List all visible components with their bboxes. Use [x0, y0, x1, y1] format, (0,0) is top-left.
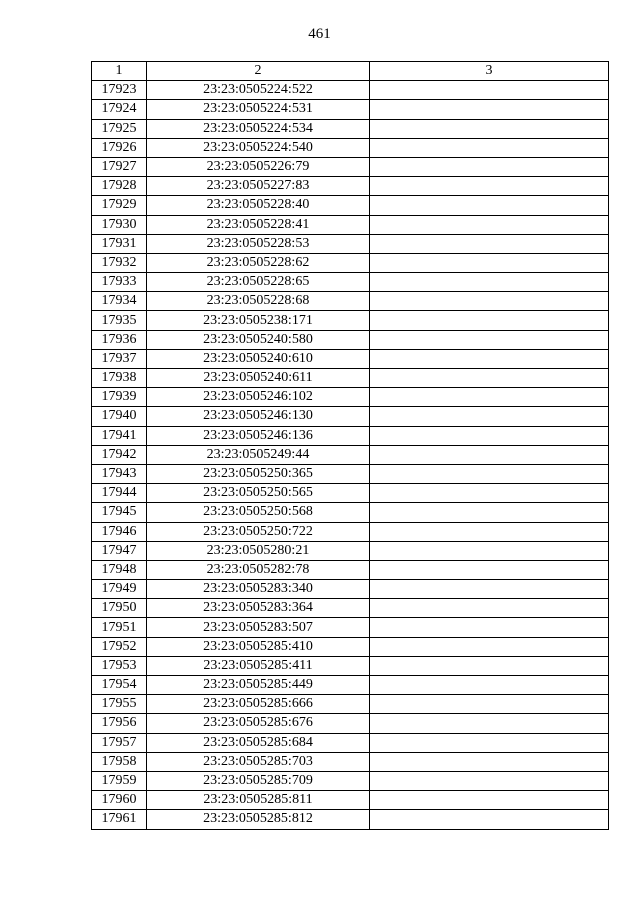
row-number-cell: 17960 [92, 791, 147, 810]
row-number-cell: 17937 [92, 349, 147, 368]
cadastral-number-cell: 23:23:0505285:676 [147, 714, 370, 733]
cadastral-number-cell: 23:23:0505250:568 [147, 503, 370, 522]
table-row [92, 388, 609, 407]
cadastral-number-cell: 23:23:0505246:102 [147, 388, 370, 407]
row-number-cell: 17944 [92, 484, 147, 503]
row-number-cell: 17924 [92, 100, 147, 119]
notes-cell [370, 426, 609, 445]
table-row [92, 311, 609, 330]
table-row [92, 273, 609, 292]
notes-cell [370, 234, 609, 253]
cadastral-number-cell: 23:23:0505228:65 [147, 273, 370, 292]
row-number-cell: 17946 [92, 522, 147, 541]
row-number-cell: 17949 [92, 580, 147, 599]
cadastral-number-cell: 23:23:0505283:364 [147, 599, 370, 618]
cadastral-number-cell: 23:23:0505285:709 [147, 771, 370, 790]
row-number-cell: 17945 [92, 503, 147, 522]
notes-cell [370, 388, 609, 407]
notes-cell [370, 138, 609, 157]
cadastral-number-cell: 23:23:0505246:136 [147, 426, 370, 445]
table-row [92, 618, 609, 637]
notes-cell [370, 330, 609, 349]
notes-cell [370, 733, 609, 752]
table-row [92, 637, 609, 656]
notes-cell [370, 253, 609, 272]
table-row [92, 560, 609, 579]
table-row [92, 119, 609, 138]
notes-cell [370, 637, 609, 656]
notes-cell [370, 580, 609, 599]
notes-cell [370, 676, 609, 695]
notes-cell [370, 560, 609, 579]
notes-cell [370, 119, 609, 138]
row-number-cell: 17930 [92, 215, 147, 234]
table-row [92, 522, 609, 541]
table-row [92, 733, 609, 752]
cadastral-number-cell: 23:23:0505226:79 [147, 157, 370, 176]
cadastral-number-cell: 23:23:0505228:62 [147, 253, 370, 272]
table-row [92, 445, 609, 464]
table-row [92, 695, 609, 714]
cadastral-number-cell: 23:23:0505285:410 [147, 637, 370, 656]
notes-cell [370, 81, 609, 100]
cadastral-number-cell: 23:23:0505249:44 [147, 445, 370, 464]
table-row [92, 464, 609, 483]
row-number-cell: 17925 [92, 119, 147, 138]
table-row [92, 234, 609, 253]
notes-cell [370, 273, 609, 292]
row-number-cell: 17950 [92, 599, 147, 618]
table-row [92, 100, 609, 119]
page-number: 461 [308, 26, 331, 42]
row-number-cell: 17943 [92, 464, 147, 483]
row-number-cell: 17957 [92, 733, 147, 752]
cadastral-number-cell: 23:23:0505285:812 [147, 810, 370, 829]
notes-cell [370, 541, 609, 560]
row-number-cell: 17926 [92, 138, 147, 157]
cadastral-number-cell: 23:23:0505246:130 [147, 407, 370, 426]
row-number-cell: 17953 [92, 656, 147, 675]
notes-cell [370, 618, 609, 637]
notes-cell [370, 810, 609, 829]
table-row [92, 810, 609, 829]
notes-cell [370, 445, 609, 464]
notes-cell [370, 407, 609, 426]
cadastral-number-cell: 23:23:0505224:522 [147, 81, 370, 100]
row-number-cell: 17927 [92, 157, 147, 176]
cadastral-number-cell: 23:23:0505250:565 [147, 484, 370, 503]
row-number-cell: 17954 [92, 676, 147, 695]
notes-cell [370, 791, 609, 810]
notes-cell [370, 349, 609, 368]
cadastral-number-cell: 23:23:0505228:68 [147, 292, 370, 311]
row-number-cell: 17958 [92, 752, 147, 771]
table-row [92, 177, 609, 196]
row-number-cell: 17929 [92, 196, 147, 215]
table-row [92, 503, 609, 522]
registry-table [91, 61, 609, 830]
table-row [92, 215, 609, 234]
table-row [92, 752, 609, 771]
table-row [92, 349, 609, 368]
notes-cell [370, 157, 609, 176]
row-number-cell: 17948 [92, 560, 147, 579]
row-number-cell: 17932 [92, 253, 147, 272]
cadastral-number-cell: 23:23:0505224:531 [147, 100, 370, 119]
cadastral-number-cell: 23:23:0505228:53 [147, 234, 370, 253]
row-number-cell: 17933 [92, 273, 147, 292]
table-row [92, 81, 609, 100]
notes-cell [370, 292, 609, 311]
cadastral-number-cell: 23:23:0505280:21 [147, 541, 370, 560]
table-row [92, 196, 609, 215]
table-row [92, 771, 609, 790]
table-row [92, 656, 609, 675]
cadastral-number-cell: 23:23:0505240:580 [147, 330, 370, 349]
cadastral-number-cell: 23:23:0505240:610 [147, 349, 370, 368]
cadastral-number-cell: 23:23:0505224:534 [147, 119, 370, 138]
cadastral-number-cell: 23:23:0505285:684 [147, 733, 370, 752]
row-number-cell: 17942 [92, 445, 147, 464]
notes-cell [370, 215, 609, 234]
notes-cell [370, 369, 609, 388]
notes-cell [370, 752, 609, 771]
notes-cell [370, 196, 609, 215]
row-number-cell: 17935 [92, 311, 147, 330]
row-number-cell: 17939 [92, 388, 147, 407]
cadastral-number-cell: 23:23:0505228:41 [147, 215, 370, 234]
cadastral-number-cell: 23:23:0505250:365 [147, 464, 370, 483]
table-row [92, 157, 609, 176]
table-row [92, 676, 609, 695]
table-row [92, 791, 609, 810]
notes-cell [370, 311, 609, 330]
row-number-cell: 17947 [92, 541, 147, 560]
row-number-cell: 17931 [92, 234, 147, 253]
table-body [92, 81, 609, 829]
row-number-cell: 17956 [92, 714, 147, 733]
table-row [92, 292, 609, 311]
row-number-cell: 17951 [92, 618, 147, 637]
notes-cell [370, 484, 609, 503]
table-row [92, 599, 609, 618]
table-row [92, 330, 609, 349]
table-row [92, 580, 609, 599]
notes-cell [370, 656, 609, 675]
table-row [92, 541, 609, 560]
row-number-cell: 17961 [92, 810, 147, 829]
notes-cell [370, 599, 609, 618]
notes-cell [370, 695, 609, 714]
cadastral-number-cell: 23:23:0505285:411 [147, 656, 370, 675]
notes-cell [370, 771, 609, 790]
table-row [92, 369, 609, 388]
table-row [92, 714, 609, 733]
cadastral-number-cell: 23:23:0505285:811 [147, 791, 370, 810]
row-number-cell: 17941 [92, 426, 147, 445]
cadastral-number-cell: 23:23:0505282:78 [147, 560, 370, 579]
table-row [92, 407, 609, 426]
column-header-2: 2 [147, 62, 370, 81]
row-number-cell: 17940 [92, 407, 147, 426]
table-row [92, 426, 609, 445]
cadastral-number-cell: 23:23:0505240:611 [147, 369, 370, 388]
cadastral-number-cell: 23:23:0505250:722 [147, 522, 370, 541]
cadastral-number-cell: 23:23:0505283:340 [147, 580, 370, 599]
row-number-cell: 17923 [92, 81, 147, 100]
table-row [92, 253, 609, 272]
notes-cell [370, 503, 609, 522]
cadastral-number-cell: 23:23:0505285:703 [147, 752, 370, 771]
cadastral-number-cell: 23:23:0505238:171 [147, 311, 370, 330]
cadastral-number-cell: 23:23:0505224:540 [147, 138, 370, 157]
cadastral-number-cell: 23:23:0505285:449 [147, 676, 370, 695]
cadastral-number-cell: 23:23:0505228:40 [147, 196, 370, 215]
notes-cell [370, 177, 609, 196]
column-header-3: 3 [370, 62, 609, 81]
table-header [92, 62, 609, 81]
header-row [92, 62, 609, 81]
notes-cell [370, 464, 609, 483]
row-number-cell: 17959 [92, 771, 147, 790]
cadastral-number-cell: 23:23:0505285:666 [147, 695, 370, 714]
notes-cell [370, 522, 609, 541]
row-number-cell: 17952 [92, 637, 147, 656]
cadastral-number-cell: 23:23:0505227:83 [147, 177, 370, 196]
column-header-1: 1 [92, 62, 147, 81]
table-row [92, 484, 609, 503]
row-number-cell: 17934 [92, 292, 147, 311]
row-number-cell: 17928 [92, 177, 147, 196]
notes-cell [370, 100, 609, 119]
row-number-cell: 17938 [92, 369, 147, 388]
cadastral-number-cell: 23:23:0505283:507 [147, 618, 370, 637]
row-number-cell: 17936 [92, 330, 147, 349]
table-row [92, 138, 609, 157]
row-number-cell: 17955 [92, 695, 147, 714]
notes-cell [370, 714, 609, 733]
